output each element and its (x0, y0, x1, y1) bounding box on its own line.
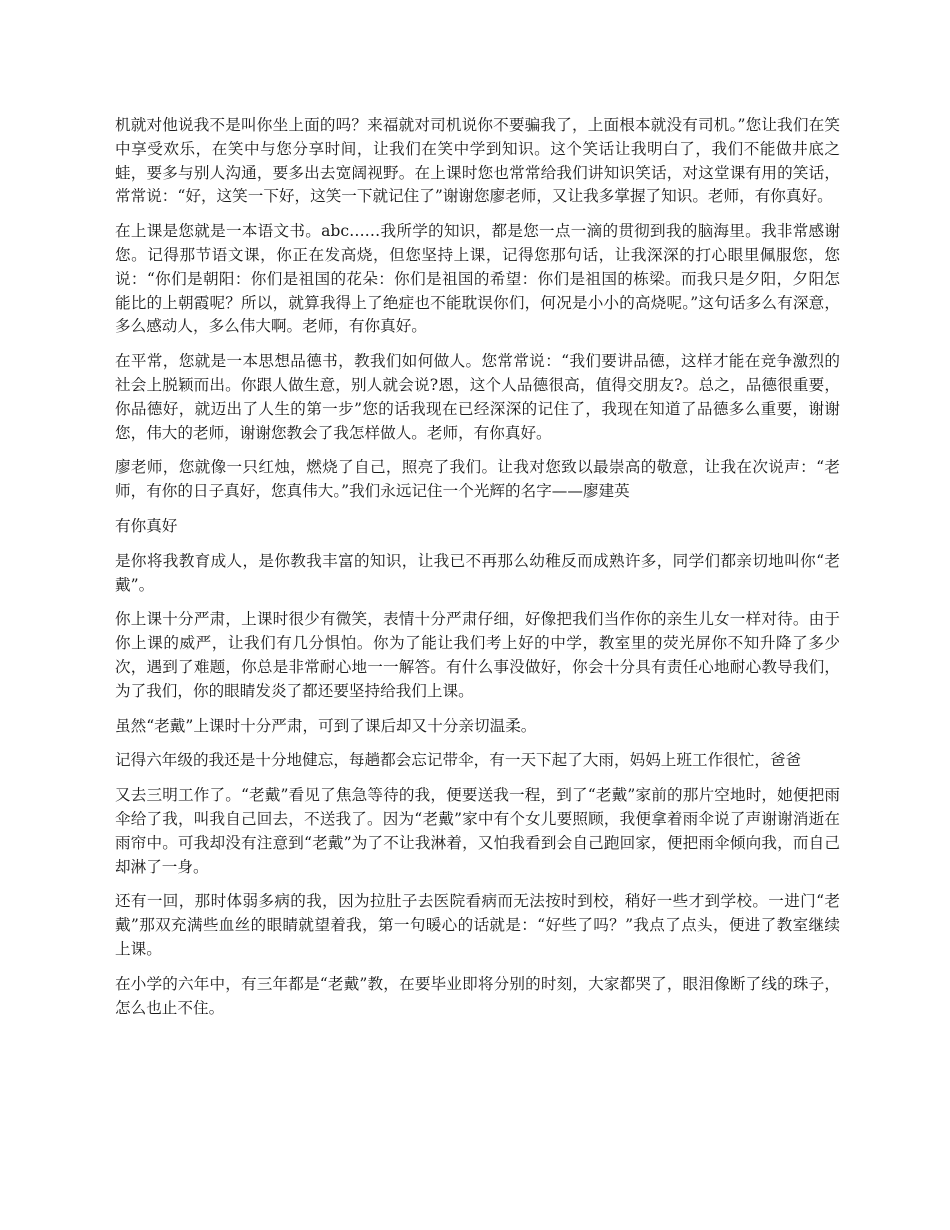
paragraph: 在小学的六年中，有三年都是“老戴”教，在要毕业即将分别的时刻，大家都哭了，眼泪像断了线的珠子，怎么也止不住。 (115, 974, 840, 1017)
paragraph: 廖老师，您就像一只红烛，燃烧了自己，照亮了我们。让我对您致以最崇高的敬意，让我在次说声：“老师，有你的日子真好，您真伟大。”我们永远记住一个光辉的名字——廖建英 (115, 458, 840, 501)
paragraph: 你上课十分严肃，上课时很少有微笑，表情十分严肃仔细，好像把我们当作你的亲生儿女一样对待。由于你上课的威严，让我们有几分惧怕。你为了能让我们考上好的中学，教室里的荧光屏你不知升降了多少次，遇到了难题，你总是非常耐心地一一解答。有什么事没做好，你会十分具有责任心地耐心教导我们，为了我们，你的眼睛发炎了都还要坚持给我们上课。 (115, 610, 840, 700)
paragraph: 机就对他说我不是叫你坐上面的吗？来福就对司机说你不要骗我了，上面根本就没有司机。”您让我们在笑中享受欢乐，在笑中与您分享时间，让我们在笑中学到知识。这个笑话让我明白了，我们不能做井底之蛙，要多与别人沟通，要多出去宽阔视野。在上课时您也常常给我们讲知识笑话，对这堂课有用的笑话，常常说：“好，这笑一下好，这笑一下就记住了”谢谢您廖老师，又让我多掌握了知识。老师，有你真好。 (115, 116, 840, 206)
section-title: 有你真好 (115, 516, 178, 535)
paragraph: 虽然“老戴”上课时十分严肃，可到了课后却又十分亲切温柔。 (115, 716, 537, 735)
paragraph: 记得六年级的我还是十分地健忘，每趟都会忘记带伞，有一天下起了大雨，妈妈上班工作很忙，爸爸 (115, 751, 802, 770)
paragraph: 还有一回，那时体弱多病的我，因为拉肚子去医院看病而无法按时到校，稍好一些才到学校。一进门“老戴”那双充满些血丝的眼睛就望着我，第一句暖心的话就是：“好些了吗？”我点了点头，便进了教室继续上课。 (115, 892, 840, 958)
paragraph: 在上课是您就是一本语文书。abc……我所学的知识，都是您一点一滴的贯彻到我的脑海里。我非常感谢您。记得那节语文课，你正在发高烧，但您坚持上课，记得您那句话，让我深深的打心眼里佩服您，您说：“你们是朝阳：你们是祖国的花朵：你们是祖国的希望：你们是祖国的栋梁。而我只是夕阳，夕阳怎能比的上朝霞呢？所以，就算我得上了绝症也不能耽误你们，何况是小小的高烧呢。”这句话多么有深意，多么感动人，多么伟大啊。老师，有你真好。 (115, 222, 840, 336)
paragraph: 是你将我教育成人，是你教我丰富的知识，让我已不再那么幼稚反而成熟许多，同学们都亲切地叫你“老戴”。 (115, 551, 840, 594)
paragraph: 又去三明工作了。“老戴”看见了焦急等待的我，便要送我一程，到了“老戴”家前的那片空地时，她便把雨伞给了我，叫我自己回去，不送我了。因为“老戴”家中有个女儿要照顾，我便拿着雨伞说了声谢谢消逝在雨帘中。可我却没有注意到“老戴”为了不让我淋着，又怕我看到会自己跑回家，便把雨伞倾向我，而自己却淋了一身。 (115, 786, 840, 876)
paragraph: 在平常，您就是一本思想品德书，教我们如何做人。您常常说：“我们要讲品德，这样才能在竞争激烈的社会上脱颖而出。你跟人做生意，别人就会说?恩，这个人品德很高，值得交朋友?。总之，品德很重要，你品德好，就迈出了人生的第一步”您的话我现在已经深深的记住了，我现在知道了品德多么重要，谢谢您，伟大的老师，谢谢您教会了我怎样做人。老师，有你真好。 (115, 352, 840, 442)
document-body (115, 114, 840, 1031)
